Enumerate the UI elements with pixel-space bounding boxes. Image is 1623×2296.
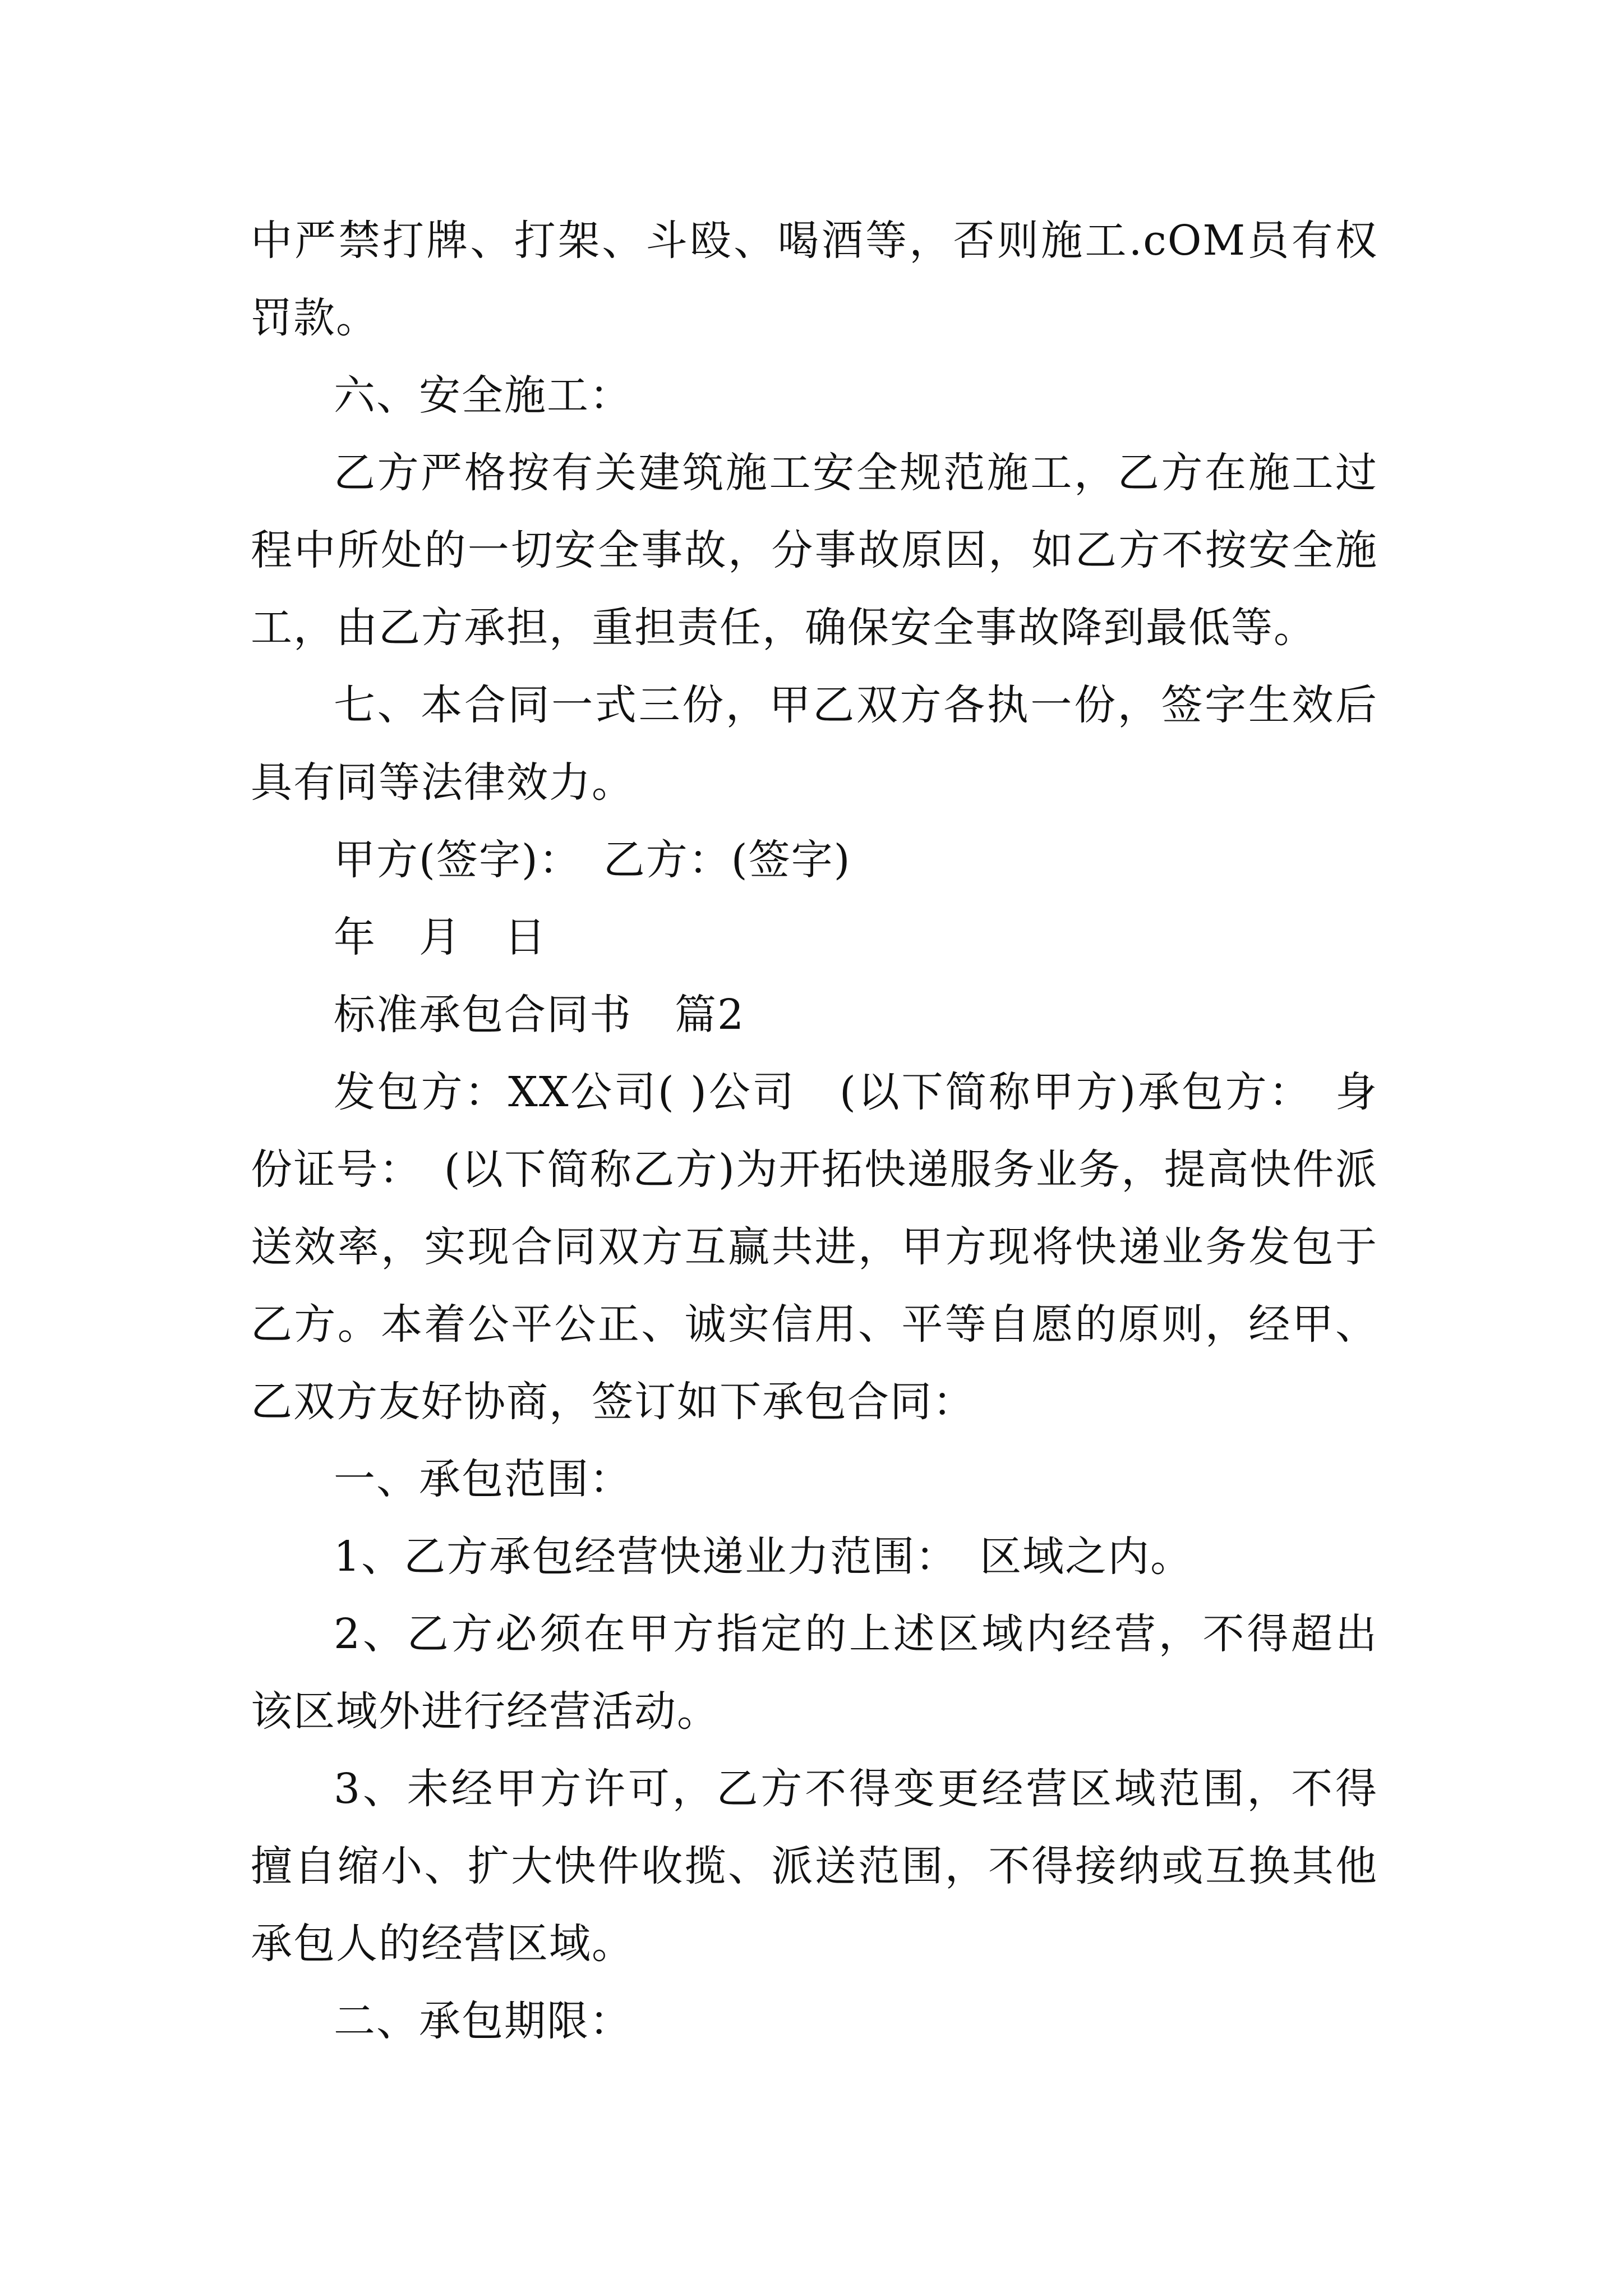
paragraph-safety: 乙方严格按有关建筑施工安全规范施工，乙方在施工过程中所处的一切安全事故，分事故原因，如乙方不按安全施工，由乙方承担，重担责任，确保安全事故降到最低等。 bbox=[251, 449, 1378, 652]
clause-1: 1、乙方承包经营快递业力范围： 区域之内。 bbox=[334, 1533, 1193, 1581]
paragraph-continuation: 中严禁打牌、打架、斗殴、喝酒等，否则施工.cOM员有权罚款。 bbox=[251, 217, 1378, 342]
clause-2: 2、乙方必须在甲方指定的上述区域内经营，不得超出该区域外进行经营活动。 bbox=[251, 1610, 1378, 1736]
paragraph-copies: 七、本合同一式三份，甲乙双方各执一份，签字生效后具有同等法律效力。 bbox=[251, 681, 1378, 807]
section-heading-safety: 六、安全施工： bbox=[334, 371, 632, 420]
paragraph-parties: 发包方：XX公司( )公司 (以下简称甲方)承包方： 身份证号： (以下简称乙方)为开拓快递服务业务，提高快件派送效率，实现合同双方互赢共进，甲方现将快递业务发包于乙方。本着公平公正、诚实信用、平等自愿的原则，经甲、乙双方友好协商，签订如下承包合同： bbox=[251, 1068, 1378, 1426]
section-heading-scope: 一、承包范围： bbox=[334, 1455, 632, 1503]
date-line: 年 月 日 bbox=[334, 913, 547, 961]
clause-3: 3、未经甲方许可，乙方不得变更经营区域范围，不得擅自缩小、扩大快件收揽、派送范围，不得接纳或互换其他承包人的经营区域。 bbox=[251, 1765, 1378, 1968]
section-heading-term: 二、承包期限： bbox=[334, 1997, 632, 2045]
document-body bbox=[251, 202, 1378, 2060]
signature-line: 甲方(签字)： 乙方：(签字) bbox=[334, 836, 851, 884]
contract-title: 标准承包合同书 篇2 bbox=[334, 991, 745, 1039]
